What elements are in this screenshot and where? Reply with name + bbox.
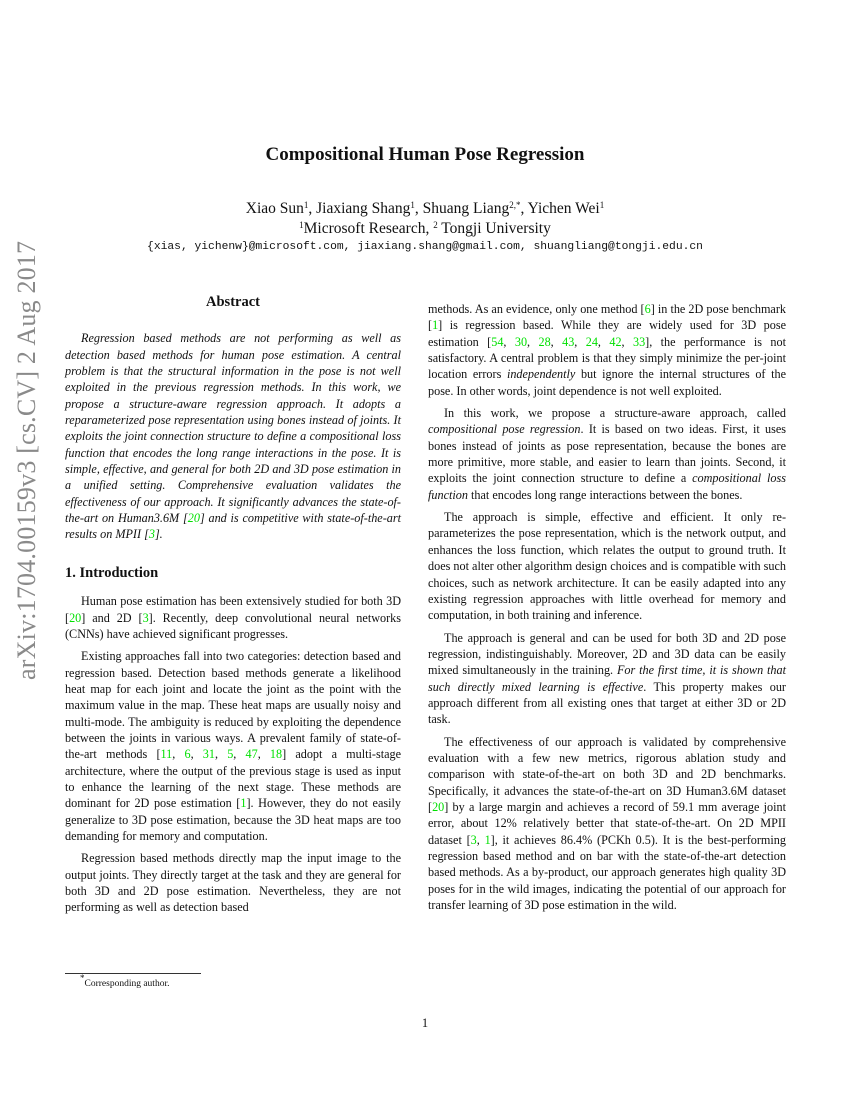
abstract-body (65, 330, 401, 542)
affiliation-mark: 2,* (509, 200, 521, 210)
affiliation-name: Microsoft Research (303, 220, 426, 237)
citation-link[interactable]: 3 (142, 610, 149, 625)
paragraph: The approach is general and can be used for both 3D and 2D pose regression, indistinguishably. Moreover, 2D and 3D data can be easily mixed simultaneously in the training. For the first time, it is shown that such directly mixed learning is effective. This property makes our approach different from all existing ones that target at either 3D or 2D task. (428, 630, 786, 727)
citation-link[interactable]: 24 (585, 334, 598, 349)
citation-link[interactable]: 6 (644, 302, 651, 316)
affiliation-name: Tongji University (437, 220, 551, 237)
emphasis: independently (506, 367, 576, 382)
paragraph: Regression based methods are not performing as well as detection based methods for human pose estimation. A central problem is that the structural information in the pose is not well exploited in the previous regression methods. In this work, we propose a structure-aware regression approach. It adopts a reparameterized pose representation using bones instead of joints. It exploits the joint connection structure to define a compositional loss function that encodes the long range interactions in the pose. It is simple, effective, and general for both 2D and 3D pose estimation in a unified setting. Comprehensive evaluation validates the effectiveness of our approach. It significantly advances the state-of-the-art on Human3.6M [20] and is competitive with state-of-the-art results on MPII [3]. (65, 331, 401, 542)
left-column (65, 294, 401, 922)
citation-link[interactable]: 1 (432, 318, 439, 333)
citation-link[interactable]: 20 (69, 610, 82, 625)
citation-link[interactable]: 30 (514, 334, 528, 349)
citation-link[interactable]: 3 (148, 527, 155, 542)
affiliations: $^1$Microsoft Research, $^2$ Tongji University (299, 220, 551, 237)
citation-link[interactable]: 1 (240, 796, 247, 811)
footnote (80, 973, 170, 989)
citation-link[interactable]: 11 (160, 747, 173, 762)
introduction-body-continued (428, 301, 786, 913)
paragraph: methods. As an evidence, only one method [6] in the 2D pose benchmark [1] is regression based. While they are widely used for 3D pose estimation [54, 30, 28, 43, 24, 42, 33], the performance is not satisfactory. A central problem is that they simply minimize the per-joint location errors independently but ignore the internal structures of the pose. In other words, joint dependence is not well exploited. (428, 302, 787, 398)
affiliation-mark: 1 (410, 200, 415, 210)
paragraph: Existing approaches fall into two categories: detection based and regression based. Detection based methods generate a likelihood heat map for each joint and locate the joint as the point with the maximum value in the map. These heat maps are usually noisy and multi-mode. The ambiguity is reduced by exploiting the dependence between the joints in various ways. A prevalent family of state-of-the-art methods [11, 6, 31, 5, 47, 18] adopt a multi-stage architecture, where the output of the previous stage is used as input to enhance the learning of the next stage. These methods are dominant for 2D pose estimation [1]. However, they do not easily generalize to 3D pose estimation, because the 3D heat maps are too demanding for memory and computation. (65, 649, 401, 843)
citation-link[interactable]: 3 (470, 832, 477, 847)
arxiv-stamp: arXiv:1704.00159v3 [cs.CV] 2 Aug 2017 (12, 240, 41, 680)
introduction-body (65, 593, 401, 916)
citation-link[interactable]: 43 (562, 334, 575, 349)
footnote-rule (65, 973, 201, 974)
author-name: Xiao Sun (245, 200, 304, 217)
citation-link[interactable]: 20 (432, 799, 445, 814)
citation-link[interactable]: 42 (609, 334, 622, 349)
affiliation-mark: 1 (303, 200, 309, 210)
citation-link[interactable]: 5 (227, 747, 234, 762)
paragraph: The approach is simple, effective and efficient. It only re-parameterizes the pose representation, which is the network output, and enhances the loss function, which relates the output to ground truth. It does not alter other algorithm design choices and is compatible with such choices, such as network architecture. It can be easily adapted into any existing regression approaches with little overhead for memory and computation, in both training and inference. (428, 510, 786, 623)
citation-link[interactable]: 47 (245, 747, 258, 762)
author-block (0, 199, 850, 239)
affiliation-mark: 1 (599, 200, 605, 210)
paragraph: The effectiveness of our approach is validated by comprehensive evaluation with a few new metrics, rigorous ablation study and comparison with state-of-the-art on both 3D and 2D benchmarks. Specifically, it advances the state-of-the-art on 3D Human3.6M dataset [20] by a large margin and achieves a record of 59.1 mm average joint error, about 12% relatively better that state-of-the-art. On 2D MPII dataset [3, 1], it achieves 86.4% (PCKh 0.5). It is the best-performing regression based method and on bar with the state-of-the-art detection based methods. As a by-product, our approach generates high quality 3D poses for in the wild images, indicating the potential of our approach for transfer learning of 3D pose estimation in the wild. (428, 734, 786, 913)
right-column (428, 301, 786, 919)
paragraph: In this work, we propose a structure-aware approach, called compositional pose regression. It is based on two ideas. First, it uses bones instead of joints as pose representation, because the bones are more primitive, more stable, and easier to learn than joints. Second, it exploits the joint connection structure to define a compositional loss function that encodes long range interactions between the bones. (428, 406, 787, 502)
citation-link[interactable]: 20 (187, 511, 200, 526)
affiliation-mark: 1 (299, 220, 304, 230)
emphasis: For the first time, it is shown that such directly mixed learning is effective (428, 663, 786, 694)
footnote-text: Corresponding author. (84, 979, 170, 989)
citation-link[interactable]: 1 (484, 832, 491, 847)
citation-link[interactable]: 54 (491, 334, 504, 349)
paragraph: Human pose estimation has been extensively studied for both 3D [20] and 2D [3]. Recently, deep convolutional neural networks (CNNs) have achieved significant progresses. (65, 594, 401, 641)
author-name: Shuang Liang (422, 200, 510, 217)
author-emails: {xias, yichenw}@microsoft.com, jiaxiang.shang@gmail.com, shuangliang@tongji.edu.cn (147, 241, 703, 253)
paragraph: Regression based methods directly map the input image to the output joints. They directly target at the task and they are general for both 3D and 2D pose estimation. Nevertheless, they are not performing as well as detection based (65, 851, 401, 915)
author-name: Yichen Wei (527, 200, 600, 217)
emphasis: compositional loss function (428, 471, 786, 502)
citation-link[interactable]: 6 (184, 747, 191, 762)
section-heading-introduction: 1. Introduction (65, 564, 159, 581)
author-name: Jiaxiang Shang (316, 200, 411, 217)
affiliation-mark: 2 (433, 220, 438, 230)
citation-link[interactable]: 18 (269, 747, 283, 762)
page-number: 1 (421, 1016, 429, 1030)
paper-title: Compositional Human Pose Regression (265, 144, 585, 165)
emphasis: compositional pose regression (428, 422, 581, 437)
citation-link[interactable]: 31 (202, 747, 215, 762)
author-list: Xiao Sun$^1$, Jiaxiang Shang$^1$, Shuang Liang$^{2,*}$, Yichen Wei$^1$ (245, 200, 605, 217)
footnote-mark: * (80, 973, 85, 983)
abstract-heading: Abstract (206, 294, 260, 310)
citation-link[interactable]: 33 (632, 334, 646, 349)
citation-link[interactable]: 28 (538, 334, 551, 349)
